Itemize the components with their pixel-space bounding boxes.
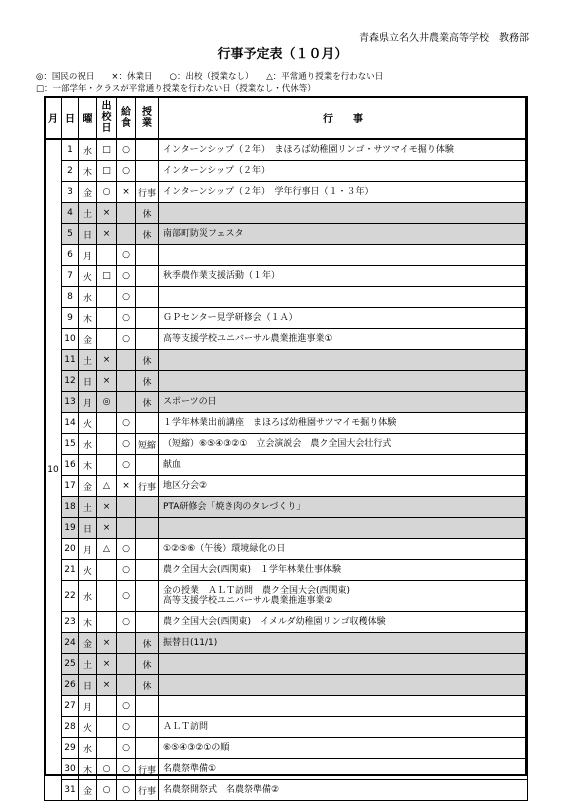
day-cell: 18 xyxy=(62,497,79,518)
attendance-cell: ◎ xyxy=(97,392,117,413)
weekday-cell: 火 xyxy=(79,717,97,738)
lunch-cell xyxy=(117,633,136,654)
schedule-row xyxy=(45,633,528,654)
attendance-cell: × xyxy=(97,675,117,696)
class-cell xyxy=(136,560,159,581)
lunch-cell xyxy=(117,371,136,392)
weekday-cell: 木 xyxy=(79,308,97,329)
event-cell xyxy=(159,675,528,696)
class-cell: 休 xyxy=(136,633,159,654)
lunch-cell: ○ xyxy=(117,434,136,455)
attendance-cell: × xyxy=(97,497,117,518)
day-cell: 14 xyxy=(62,413,79,434)
day-cell: 3 xyxy=(62,182,79,203)
event-cell: インターンシップ（２年） 学年行事日（１・３年） xyxy=(159,182,528,203)
schedule-row xyxy=(45,203,528,224)
schedule-row xyxy=(45,612,528,633)
attendance-cell: □ xyxy=(97,139,117,161)
class-cell: 休 xyxy=(136,350,159,371)
class-cell xyxy=(136,539,159,560)
weekday-cell: 土 xyxy=(79,203,97,224)
legend-line-1: ◎：国民の祝日 ×：休業日 ○：出校（授業なし） △：平常通り授業を行わない日 xyxy=(36,72,384,82)
schedule-row xyxy=(45,696,528,717)
event-cell xyxy=(159,654,528,675)
event-cell xyxy=(159,518,528,539)
weekday-cell: 木 xyxy=(79,161,97,182)
schedule-row xyxy=(45,497,528,518)
schedule-row xyxy=(45,266,528,287)
class-cell xyxy=(136,287,159,308)
attendance-cell xyxy=(97,308,117,329)
schedule-row xyxy=(45,518,528,539)
lunch-cell: ○ xyxy=(117,413,136,434)
schedule-row xyxy=(45,434,528,455)
lunch-cell xyxy=(117,203,136,224)
schedule-row xyxy=(45,308,528,329)
day-cell: 10 xyxy=(62,329,79,350)
schedule-row xyxy=(45,717,528,738)
weekday-cell: 月 xyxy=(79,245,97,266)
schedule-row xyxy=(45,560,528,581)
day-cell: 26 xyxy=(62,675,79,696)
lunch-cell: ○ xyxy=(117,612,136,633)
attendance-cell: ○ xyxy=(97,780,117,801)
day-cell: 17 xyxy=(62,476,79,497)
attendance-cell: ○ xyxy=(97,182,117,203)
schedule-row xyxy=(45,182,528,203)
header-day: 日 xyxy=(62,97,79,140)
attendance-cell: ○ xyxy=(97,759,117,780)
day-cell: 13 xyxy=(62,392,79,413)
weekday-cell: 木 xyxy=(79,759,97,780)
lunch-cell xyxy=(117,224,136,245)
class-cell: 休 xyxy=(136,654,159,675)
lunch-cell: ○ xyxy=(117,139,136,161)
attendance-cell: × xyxy=(97,518,117,539)
weekday-cell: 日 xyxy=(79,371,97,392)
weekday-cell: 日 xyxy=(79,518,97,539)
day-cell: 4 xyxy=(62,203,79,224)
class-cell: 休 xyxy=(136,224,159,245)
day-cell: 28 xyxy=(62,717,79,738)
event-cell: ＧＰセンター見学研修会（１Ａ） xyxy=(159,308,528,329)
class-cell: 行事 xyxy=(136,759,159,780)
schedule-row xyxy=(45,139,528,161)
schedule-row xyxy=(45,329,528,350)
lunch-cell: ○ xyxy=(117,455,136,476)
day-cell: 21 xyxy=(62,560,79,581)
lunch-cell xyxy=(117,392,136,413)
schedule-row xyxy=(45,224,528,245)
attendance-cell: □ xyxy=(97,266,117,287)
lunch-cell: ○ xyxy=(117,717,136,738)
weekday-cell: 土 xyxy=(79,350,97,371)
month-cell: 10 xyxy=(45,139,62,801)
weekday-cell: 日 xyxy=(79,675,97,696)
weekday-cell: 月 xyxy=(79,392,97,413)
schedule-row xyxy=(45,581,528,612)
schedule-row xyxy=(45,245,528,266)
attendance-cell: × xyxy=(97,633,117,654)
class-cell xyxy=(136,518,159,539)
class-cell: 休 xyxy=(136,203,159,224)
event-cell: 献血 xyxy=(159,455,528,476)
attendance-cell: × xyxy=(97,654,117,675)
weekday-cell: 水 xyxy=(79,434,97,455)
weekday-cell: 日 xyxy=(79,224,97,245)
schedule-row xyxy=(45,392,528,413)
header-class: 授 業 xyxy=(136,97,159,140)
attendance-cell: × xyxy=(97,224,117,245)
schedule-row xyxy=(45,539,528,560)
class-cell: 休 xyxy=(136,392,159,413)
weekday-cell: 金 xyxy=(79,476,97,497)
event-cell: インターンシップ（２年） xyxy=(159,161,528,182)
event-cell: ⑥⑤④③②①の順 xyxy=(159,738,528,759)
day-cell: 12 xyxy=(62,371,79,392)
event-cell: 地区分会② xyxy=(159,476,528,497)
day-cell: 19 xyxy=(62,518,79,539)
day-cell: 29 xyxy=(62,738,79,759)
class-cell: 行事 xyxy=(136,182,159,203)
header-lunch: 給 食 xyxy=(117,97,136,140)
lunch-cell: × xyxy=(117,182,136,203)
weekday-cell: 金 xyxy=(79,780,97,801)
schedule-row xyxy=(45,350,528,371)
weekday-cell: 火 xyxy=(79,266,97,287)
page-title: 行事予定表（１０月） xyxy=(217,47,348,62)
schedule-row xyxy=(45,654,528,675)
event-cell: 農ク全国大会(西関東) イメルダ幼稚園リンゴ収穫体験 xyxy=(159,612,528,633)
class-cell xyxy=(136,455,159,476)
header-attendance: 出 校 日 xyxy=(97,97,117,140)
schedule-row xyxy=(45,161,528,182)
event-cell: 名農祭準備① xyxy=(159,759,528,780)
lunch-cell: ○ xyxy=(117,581,136,612)
class-cell xyxy=(136,245,159,266)
schedule-row xyxy=(45,455,528,476)
event-cell xyxy=(159,371,528,392)
day-cell: 16 xyxy=(62,455,79,476)
event-cell: 名農祭開祭式 名農祭準備② xyxy=(159,780,528,801)
event-cell xyxy=(159,287,528,308)
class-cell: 行事 xyxy=(136,780,159,801)
event-cell: インターンシップ（２年） まほろば幼稚園リンゴ・サツマイモ掘り体験 xyxy=(159,139,528,161)
attendance-cell xyxy=(97,717,117,738)
header-month: 月 xyxy=(45,97,62,140)
weekday-cell: 火 xyxy=(79,413,97,434)
lunch-cell: ○ xyxy=(117,329,136,350)
weekday-cell: 金 xyxy=(79,633,97,654)
day-cell: 22 xyxy=(62,581,79,612)
day-cell: 1 xyxy=(62,139,79,161)
event-cell: （短縮）⑥⑤④③②① 立会演説会 農ク全国大会壮行式 xyxy=(159,434,528,455)
weekday-cell: 水 xyxy=(79,738,97,759)
schedule-row xyxy=(45,371,528,392)
schedule-table xyxy=(44,96,528,801)
lunch-cell: ○ xyxy=(117,287,136,308)
attendance-cell xyxy=(97,329,117,350)
attendance-cell xyxy=(97,738,117,759)
day-cell: 6 xyxy=(62,245,79,266)
class-cell: 休 xyxy=(136,675,159,696)
lunch-cell xyxy=(117,518,136,539)
event-cell xyxy=(159,696,528,717)
legend-line-2: □：一部学年・クラスが平常通り授業を行わない日（授業なし・代休等） xyxy=(36,84,316,94)
lunch-cell: ○ xyxy=(117,308,136,329)
event-cell xyxy=(159,350,528,371)
schedule-row xyxy=(45,287,528,308)
class-cell xyxy=(136,717,159,738)
attendance-cell: × xyxy=(97,350,117,371)
weekday-cell: 水 xyxy=(79,581,97,612)
event-cell: ①②⑤⑥（午後）環境緑化の日 xyxy=(159,539,528,560)
lunch-cell: ○ xyxy=(117,161,136,182)
header-weekday: 曜 xyxy=(79,97,97,140)
class-cell xyxy=(136,308,159,329)
attendance-cell xyxy=(97,434,117,455)
day-cell: 20 xyxy=(62,539,79,560)
weekday-cell: 水 xyxy=(79,139,97,161)
class-cell xyxy=(136,497,159,518)
attendance-cell: △ xyxy=(97,539,117,560)
event-cell: 農ク全国大会(西関東) １学年林業仕事体験 xyxy=(159,560,528,581)
class-cell xyxy=(136,612,159,633)
schedule-row xyxy=(45,413,528,434)
schedule-row xyxy=(45,738,528,759)
weekday-cell: 土 xyxy=(79,497,97,518)
schedule-row xyxy=(45,675,528,696)
weekday-cell: 木 xyxy=(79,612,97,633)
class-cell: 行事 xyxy=(136,476,159,497)
event-cell: スポーツの日 xyxy=(159,392,528,413)
lunch-cell xyxy=(117,497,136,518)
day-cell: 15 xyxy=(62,434,79,455)
day-cell: 23 xyxy=(62,612,79,633)
weekday-cell: 月 xyxy=(79,539,97,560)
schedule-row xyxy=(45,780,528,801)
attendance-cell: □ xyxy=(97,161,117,182)
day-cell: 5 xyxy=(62,224,79,245)
attendance-cell: △ xyxy=(97,476,117,497)
class-cell xyxy=(136,413,159,434)
class-cell xyxy=(136,161,159,182)
weekday-cell: 月 xyxy=(79,696,97,717)
day-cell: 27 xyxy=(62,696,79,717)
lunch-cell: ○ xyxy=(117,560,136,581)
day-cell: 30 xyxy=(62,759,79,780)
class-cell xyxy=(136,738,159,759)
attendance-cell xyxy=(97,413,117,434)
attendance-cell xyxy=(97,696,117,717)
attendance-cell xyxy=(97,581,117,612)
attendance-cell xyxy=(97,287,117,308)
lunch-cell xyxy=(117,675,136,696)
attendance-cell xyxy=(97,455,117,476)
weekday-cell: 土 xyxy=(79,654,97,675)
event-cell xyxy=(159,245,528,266)
class-cell: 短縮 xyxy=(136,434,159,455)
attendance-cell: × xyxy=(97,371,117,392)
class-cell: 休 xyxy=(136,371,159,392)
event-cell: １学年林業出前講座 まほろば幼稚園サツマイモ掘り体験 xyxy=(159,413,528,434)
event-cell: 南部町防災フェスタ xyxy=(159,224,528,245)
attendance-cell: × xyxy=(97,203,117,224)
class-cell xyxy=(136,139,159,161)
day-cell: 31 xyxy=(62,780,79,801)
lunch-cell: × xyxy=(117,476,136,497)
class-cell xyxy=(136,696,159,717)
lunch-cell xyxy=(117,350,136,371)
day-cell: 11 xyxy=(62,350,79,371)
day-cell: 7 xyxy=(62,266,79,287)
lunch-cell: ○ xyxy=(117,539,136,560)
class-cell xyxy=(136,266,159,287)
event-cell: 秋季農作業支援活動（１年） xyxy=(159,266,528,287)
school-department: 青森県立名久井農業高等学校 教務部 xyxy=(359,33,529,44)
day-cell: 8 xyxy=(62,287,79,308)
lunch-cell: ○ xyxy=(117,696,136,717)
attendance-cell xyxy=(97,560,117,581)
schedule-row xyxy=(45,476,528,497)
class-cell xyxy=(136,581,159,612)
attendance-cell xyxy=(97,612,117,633)
header-event: 行 事 xyxy=(159,97,528,140)
day-cell: 24 xyxy=(62,633,79,654)
event-cell: 振替日(11/1) xyxy=(159,633,528,654)
event-cell xyxy=(159,203,528,224)
lunch-cell: ○ xyxy=(117,759,136,780)
table-header-row xyxy=(45,97,528,140)
event-cell: 高等支援学校ユニバーサル農業推進事業① xyxy=(159,329,528,350)
lunch-cell xyxy=(117,654,136,675)
schedule-row xyxy=(45,759,528,780)
weekday-cell: 金 xyxy=(79,182,97,203)
lunch-cell: ○ xyxy=(117,266,136,287)
weekday-cell: 水 xyxy=(79,287,97,308)
lunch-cell: ○ xyxy=(117,780,136,801)
weekday-cell: 金 xyxy=(79,329,97,350)
event-cell: PTA研修会「焼き肉のタレづくり」 xyxy=(159,497,528,518)
weekday-cell: 火 xyxy=(79,560,97,581)
class-cell xyxy=(136,329,159,350)
day-cell: 25 xyxy=(62,654,79,675)
weekday-cell: 木 xyxy=(79,455,97,476)
day-cell: 2 xyxy=(62,161,79,182)
lunch-cell: ○ xyxy=(117,738,136,759)
attendance-cell xyxy=(97,245,117,266)
day-cell: 9 xyxy=(62,308,79,329)
event-cell: ＡＬＴ訪問 xyxy=(159,717,528,738)
lunch-cell: ○ xyxy=(117,245,136,266)
event-cell: 金の授業 ＡＬＴ訪問 農ク全国大会(西関東) 高等支援学校ユニバーサル農業推進事業② xyxy=(159,581,528,612)
